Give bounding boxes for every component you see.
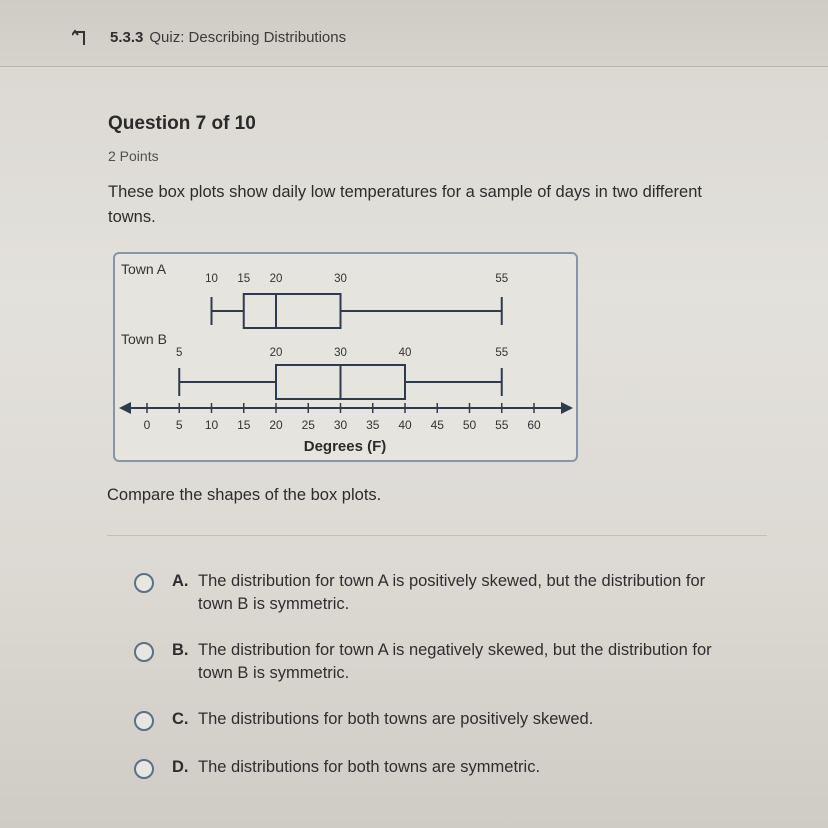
five-number-label: 20 bbox=[269, 347, 283, 359]
quiz-header bbox=[0, 0, 828, 67]
option-text: The distributions for both towns are symmetric. bbox=[198, 758, 541, 776]
axis-tick-label: 30 bbox=[333, 418, 348, 432]
five-number-label: 15 bbox=[237, 273, 251, 285]
back-arrow-icon[interactable] bbox=[72, 28, 92, 48]
five-number-label: 55 bbox=[495, 347, 509, 359]
axis-right-arrow bbox=[561, 402, 573, 414]
box-plot-svg bbox=[115, 254, 576, 460]
option-letter: D. bbox=[172, 758, 189, 776]
five-number-label: 30 bbox=[334, 347, 347, 359]
option-letter: C. bbox=[172, 710, 189, 728]
axis-tick-label: 25 bbox=[301, 418, 315, 432]
radio-button[interactable] bbox=[134, 573, 154, 593]
x-axis-title: Degrees (F) bbox=[303, 438, 387, 455]
five-number-label: 20 bbox=[269, 273, 283, 285]
axis-tick-label: 0 bbox=[143, 418, 151, 432]
question-prompt: Compare the shapes of the box plots. bbox=[107, 486, 382, 504]
axis-tick-label: 45 bbox=[430, 418, 444, 432]
quiz-name: Quiz: Describing Distributions bbox=[149, 29, 347, 46]
question-text: These box plots show daily low temperatures for a sample of days in two different towns. bbox=[108, 183, 702, 226]
axis-tick-label: 10 bbox=[204, 418, 219, 432]
option-text: The distribution for town A is negatively skewed, but the distribution for town B is symmetric. bbox=[198, 641, 712, 682]
five-number-label: 55 bbox=[495, 273, 509, 285]
iqr-box bbox=[244, 294, 341, 328]
town-a-label: Town A bbox=[121, 261, 167, 277]
radio-button[interactable] bbox=[134, 759, 154, 779]
box-plot-chart bbox=[113, 252, 578, 462]
option-text: The distribution for town A is positively skewed, but the distribution for town B is symmetric. bbox=[198, 572, 706, 613]
axis-tick-label: 40 bbox=[398, 418, 412, 432]
quiz-title[interactable] bbox=[110, 29, 346, 46]
question-points: 2 Points bbox=[108, 148, 159, 164]
divider bbox=[107, 535, 767, 536]
question-title: Question 7 of 10 bbox=[108, 113, 256, 134]
axis-tick-label: 60 bbox=[527, 418, 541, 432]
axis-tick-label: 55 bbox=[495, 418, 509, 432]
axis-tick-label: 35 bbox=[366, 418, 380, 432]
axis-tick-label: 5 bbox=[175, 418, 183, 432]
option-letter: A. bbox=[172, 572, 189, 590]
five-number-label: 10 bbox=[205, 273, 218, 285]
axis-left-arrow bbox=[119, 402, 131, 414]
option-letter: B. bbox=[172, 641, 189, 659]
axis-tick-label: 20 bbox=[269, 418, 283, 432]
axis-tick-label: 15 bbox=[237, 418, 251, 432]
five-number-label: 5 bbox=[176, 347, 183, 359]
five-number-label: 40 bbox=[398, 347, 412, 359]
quiz-number: 5.3.3 bbox=[110, 29, 144, 46]
radio-button[interactable] bbox=[134, 711, 154, 731]
five-number-label: 30 bbox=[334, 273, 347, 285]
option-text: The distributions for both towns are positively skewed. bbox=[198, 710, 594, 728]
axis-tick-label: 50 bbox=[462, 418, 477, 432]
radio-button[interactable] bbox=[134, 642, 154, 662]
town-b-label: Town B bbox=[121, 331, 167, 347]
